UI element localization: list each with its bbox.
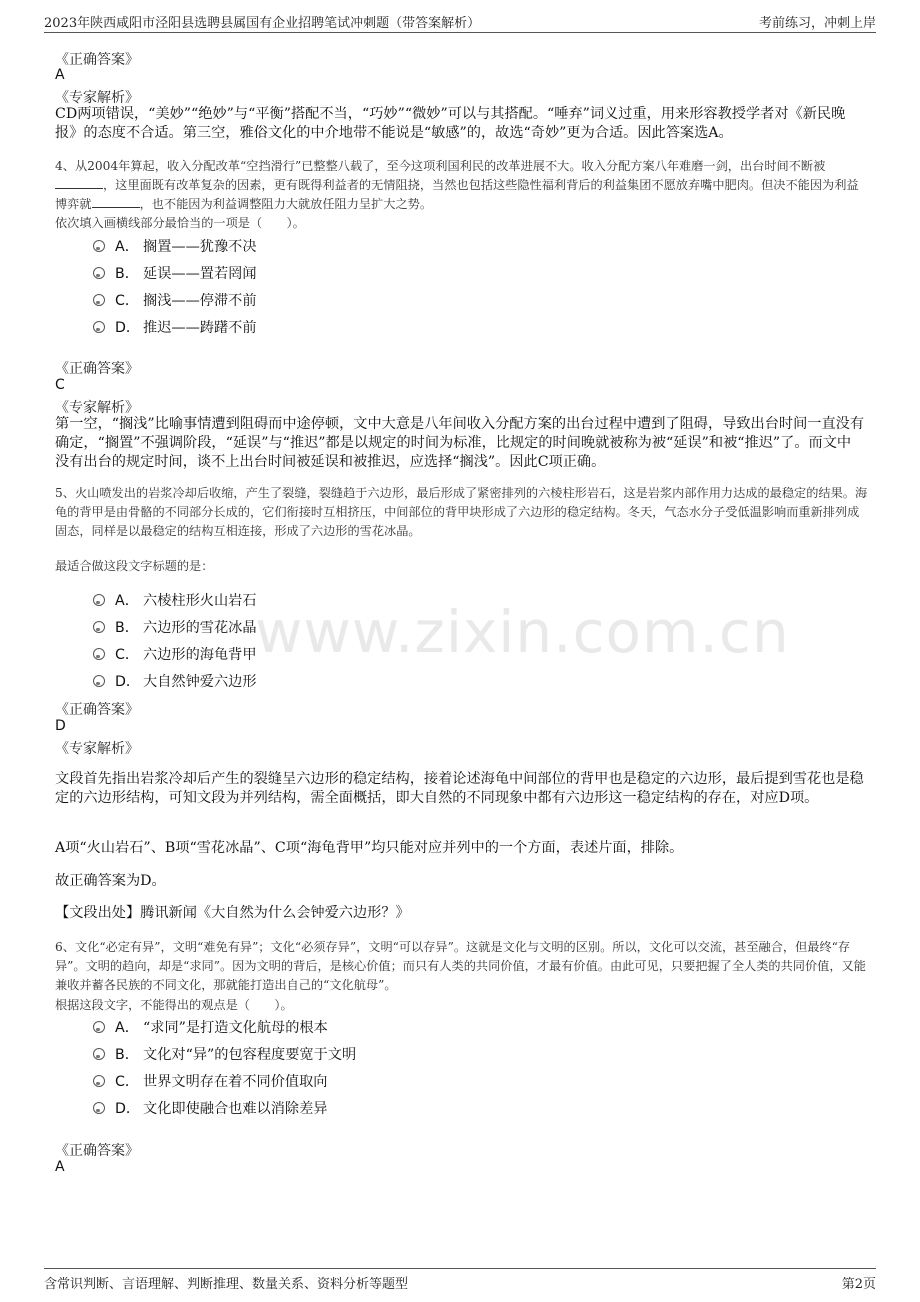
header-slogan: 考前练习，冲刺上岸: [758, 16, 876, 31]
option-text: 文化对“异”的包容程度要宽于文明: [143, 1047, 357, 1063]
option-b[interactable]: [93, 263, 493, 285]
option-text: 六边形的雪花冰晶: [143, 620, 257, 636]
footer-topics: 含常识判断、言语理解、判断推理、数量关系、资料分析等题型: [44, 1277, 409, 1292]
analysis-text: 文段首先指出岩浆冷却后产生的裂缝呈六边形的稳定结构，接着论述海龟中间部位的背甲也是稳定的六边形，最后提到雪花也是稳定的六边形结构，可知文段为并列结构，需全面概括，即大自然的不同现象中都有六边形这一稳定结构的存在，对应D项。: [55, 771, 864, 806]
option-d[interactable]: [93, 1098, 493, 1120]
analysis-text: 第一空，“搁浅”比喻事情遭到阻碍而中途停顿，文中大意是八年间收入分配方案的出台过程中遭到了阻碍，导致出台时间一直没有确定，“搁置”不强调阶段，“延误”与“推迟”都是以规定的时间为标准，比规定的时间晚就被称为被“延误”和被“推迟”了。而文中没有出台的规定时间，谈不上出台时间被延误和被推迟，应选择“搁浅”。因此C项正确。: [55, 416, 865, 470]
correct-answer-label: 《正确答案》: [55, 52, 139, 68]
page-footer: [44, 1268, 876, 1291]
correct-answer-label: 《正确答案》: [55, 1143, 139, 1159]
option-text: 六边形的海龟背甲: [143, 647, 257, 663]
question-4-prompt: 依次填入画横线部分最恰当的一项是（ ）。: [55, 216, 305, 230]
radio-button-icon[interactable]: [93, 294, 105, 306]
option-b[interactable]: [93, 617, 493, 639]
option-b[interactable]: [93, 1044, 493, 1066]
radio-button-icon[interactable]: [93, 648, 105, 660]
question-4-stem-part2: ，这里面既有改革复杂的因素，更有既得利益者的无情阻挠，当然也包括这些隐性福利背后的利益集团不愿放弃嘴中肥肉。但决不能因为利益博弈就: [55, 178, 859, 211]
source-citation: 【文段出处】腾讯新闻《大自然为什么会钟爱六边形？》: [55, 905, 410, 921]
radio-button-icon[interactable]: [93, 594, 105, 606]
answer-value: D: [55, 718, 66, 734]
option-letter: A．: [115, 1020, 139, 1036]
expert-analysis-label: 《专家解析》: [55, 741, 139, 757]
option-letter: C．: [115, 647, 140, 663]
expert-analysis-label: 《专家解析》: [55, 90, 139, 106]
question-4-stem: [55, 157, 870, 214]
option-text: 搁浅——停滞不前: [143, 293, 257, 309]
option-letter: A．: [115, 593, 139, 609]
analysis-text: A项“火山岩石”、B项“雪花冰晶”、C项“海龟背甲”均只能对应并列中的一个方面，表述片面，排除。: [55, 840, 684, 856]
correct-answer-label: 《正确答案》: [55, 702, 139, 718]
option-d[interactable]: [93, 671, 493, 693]
option-a[interactable]: [93, 590, 493, 612]
analysis-text: CD两项错误，“美妙”“绝妙”与“平衡”搭配不当，“巧妙”“微妙”可以与其搭配。“唾弃”词义过重，用来形容教授学者对《新民晚报》的态度不合适。第三空，雅俗文化的中介地带不能说是“敏感”的，故选“奇妙”更为合适。因此答案选A。: [55, 106, 846, 141]
option-letter: A．: [115, 239, 139, 255]
option-letter: C．: [115, 1074, 140, 1090]
page-header: [44, 10, 876, 33]
question-5-stem: 5、火山喷发出的岩浆冷却后收缩，产生了裂缝，裂缝趋于六边形，最后形成了紧密排列的六棱柱形岩石，这是岩浆内部作用力达成的最稳定的结果。海龟的背甲是由骨骼的不同部分长成的，它们衔接时互相挤压，中间部位的背甲块形成了六边形的稳定结构。冬天，气态水分子受低温影响而重新排列成固态，同样是以最稳定的结构互相连接，形成了六边形的雪花冰晶。: [55, 486, 868, 538]
option-text: 六棱柱形火山岩石: [143, 593, 257, 609]
analysis-conclusion: 故正确答案为D。: [55, 873, 166, 889]
option-text: “求同”是打造文化航母的根本: [143, 1020, 328, 1036]
question-4-stem-part1: 4、从2004年算起，收入分配改革“空挡滑行”已整整八载了，至今这项利国利民的改革进展不大。收入分配方案八年难磨一剑，出台时间不断被: [55, 159, 826, 173]
option-text: 世界文明存在着不同价值取向: [143, 1074, 328, 1090]
option-text: 文化即使融合也难以消除差异: [143, 1101, 328, 1117]
answer-value: A: [55, 1159, 65, 1175]
answer-blank: [55, 176, 103, 189]
option-text: 搁置——犹豫不决: [143, 239, 257, 255]
radio-button-icon[interactable]: [93, 1075, 105, 1087]
option-text: 大自然钟爱六边形: [143, 674, 257, 690]
question-6-stem: 6、文化“必定有异”，文明“难免有异”；文化“必须存异”，文明“可以存异”。这就是文化与文明的区别。所以，文化可以交流，甚至融合，但最终“存异”。文明的趋向，却是“求同”。因为文明的背后，是核心价值；而只有人类的共同价值，才最有价值。由此可见，只要把握了全人类的共同价值，又能兼收并蓄各民族的不同文化，那就能打造出自己的“文化航母”。: [55, 940, 866, 992]
answer-value: A: [55, 67, 65, 83]
page-number: 第2页: [841, 1277, 876, 1292]
option-letter: C．: [115, 293, 140, 309]
option-c[interactable]: [93, 290, 493, 312]
option-a[interactable]: [93, 1017, 493, 1039]
answer-blank: [92, 195, 140, 208]
document-title: 2023年陕西咸阳市泾阳县选聘县属国有企业招聘笔试冲刺题（带答案解析）: [44, 16, 481, 31]
question-4-stem-part3: ，也不能因为利益调整阻力大就放任阻力呈扩大之势。: [139, 197, 433, 211]
expert-analysis-label: 《专家解析》: [55, 400, 139, 416]
radio-button-icon[interactable]: [93, 1021, 105, 1033]
option-c[interactable]: [93, 1071, 493, 1093]
option-letter: D．: [115, 320, 141, 336]
answer-value: C: [55, 377, 65, 393]
watermark: www.zixin.com.cn: [255, 598, 790, 666]
radio-button-icon[interactable]: [93, 1048, 105, 1060]
option-letter: D．: [115, 1101, 141, 1117]
option-letter: B．: [115, 266, 139, 282]
radio-button-icon[interactable]: [93, 675, 105, 687]
question-5-prompt: 最适合做这段文字标题的是：: [55, 559, 214, 573]
option-letter: D．: [115, 674, 141, 690]
correct-answer-label: 《正确答案》: [55, 361, 139, 377]
option-a[interactable]: [93, 236, 493, 258]
radio-button-icon[interactable]: [93, 321, 105, 333]
option-text: 延误——置若罔闻: [143, 266, 257, 282]
option-d[interactable]: [93, 317, 493, 339]
radio-button-icon[interactable]: [93, 1102, 105, 1114]
radio-button-icon[interactable]: [93, 621, 105, 633]
option-text: 推迟——踌躇不前: [143, 320, 257, 336]
option-c[interactable]: [93, 644, 493, 666]
option-letter: B．: [115, 1047, 139, 1063]
radio-button-icon[interactable]: [93, 267, 105, 279]
option-letter: B．: [115, 620, 139, 636]
radio-button-icon[interactable]: [93, 240, 105, 252]
question-6-prompt: 根据这段文字，不能得出的观点是（ ）。: [55, 998, 293, 1012]
